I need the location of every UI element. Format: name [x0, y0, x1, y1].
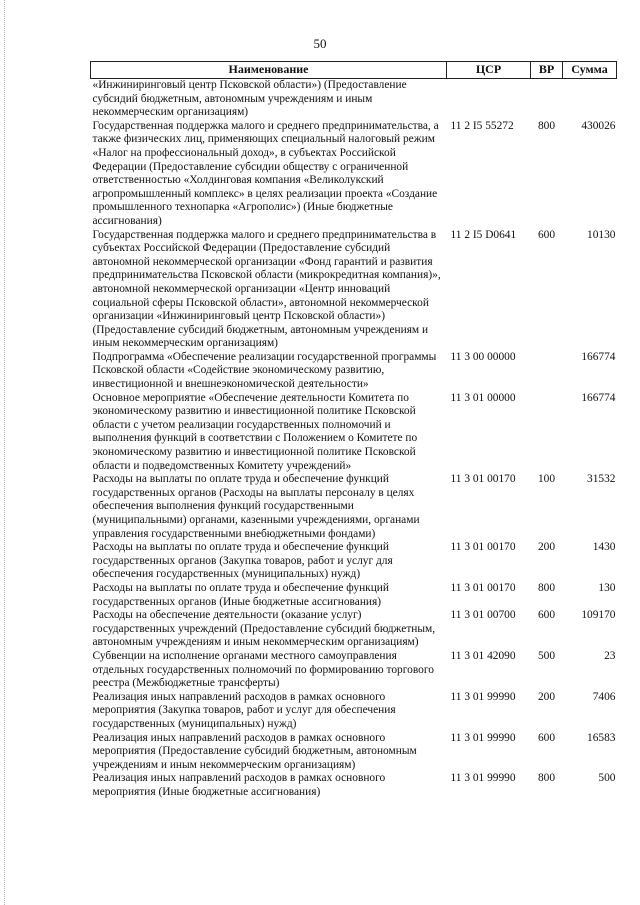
row-sum: 1430: [592, 541, 616, 554]
table-row: [91, 473, 617, 541]
table-row: [91, 120, 617, 229]
row-sum: 23: [604, 649, 616, 662]
row-sum: 10130: [587, 228, 616, 241]
row-sum: 109170: [581, 609, 616, 622]
header-name: Наименование: [91, 62, 447, 79]
row-csr: 11 3 01 42090: [450, 649, 516, 662]
row-csr: 11 3 00 00000: [450, 350, 516, 363]
table-body: [91, 79, 617, 800]
row-sum: 166774: [581, 391, 616, 404]
row-csr: 11 3 01 00700: [450, 609, 516, 622]
binding-dotted-line: [4, 0, 7, 905]
table-row: [91, 582, 617, 609]
row-name: Основное мероприятие «Обеспечение деятельности Комитета по экономическому развитию и инвестиционной политике Псковской области с учетом реализации государственных полномочий и выполнения функций в соответствии с Положением о Комитете по экономическому развитию и инвестиционной политике Псковской области и подведомственных Комитету учреждений»: [92, 391, 418, 472]
budget-table-container: [90, 61, 616, 799]
row-name: Реализация иных направлений расходов в рамках основного мероприятия (Иные бюджетные ассигнования): [92, 772, 386, 798]
row-vr: 200: [537, 541, 556, 554]
row-name: Реализация иных направлений расходов в рамках основного мероприятия (Закупка товаров, работ и услуг для обеспечения государственных (муниципальных) нужд): [92, 690, 396, 730]
row-name: Расходы на выплаты по оплате труда и обеспечение функций государственных органов (Закупка товаров, работ и услуг для обеспечения государственных (муниципальных) нужд): [92, 541, 393, 581]
row-vr: 600: [537, 228, 556, 241]
table-row: [91, 392, 617, 474]
row-vr: 800: [537, 581, 556, 594]
row-sum: 31532: [587, 473, 616, 486]
header-vr: ВР: [531, 62, 563, 79]
table-row: [91, 609, 617, 650]
row-name: Расходы на выплаты по оплате труда и обеспечение функций государственных органов (Расходы на выплаты персоналу в целях обеспечения выполнения функций государственными (муниципальными) органами, казенными учреждениями, органами управления государственными внебюджетными фондами): [92, 473, 420, 540]
page-number: 50: [313, 36, 327, 51]
row-name: Расходы на обеспечение деятельности (оказание услуг) государственных учреждений (Предоставление субсидий бюджетным, автономным учреждениям и иным некоммерческим организациям): [92, 609, 436, 649]
row-csr: 11 3 01 99990: [450, 772, 516, 785]
row-vr: 600: [537, 731, 556, 744]
row-csr: 11 3 01 00170: [450, 541, 516, 554]
row-vr: [531, 79, 563, 120]
header-sum: Сумма: [563, 62, 617, 79]
row-vr: 500: [537, 649, 556, 662]
row-name: Подпрограмма «Обеспечение реализации государственной программы Псковской области «Содействие экономическому развитию, инвестиционной и внешнеэкономической деятельности»: [92, 350, 437, 391]
row-csr: 11 3 01 00170: [450, 473, 516, 486]
table-row: [91, 691, 617, 732]
row-vr: 600: [537, 609, 556, 622]
row-sum: 166774: [581, 350, 616, 363]
table-row: [91, 351, 617, 392]
table-row: [91, 541, 617, 582]
row-vr: 100: [537, 473, 556, 486]
budget-table: [90, 61, 617, 799]
row-csr: 11 2 I5 55272: [450, 119, 514, 132]
row-vr: 200: [537, 690, 556, 703]
row-csr: 11 3 01 99990: [450, 690, 516, 703]
row-csr: 11 3 01 00170: [450, 581, 516, 594]
row-name: Государственная поддержка малого и среднего предпринимательства, а также физических лиц, применяющих специальный налоговый режим «Налог на профессиональный доход», в субъектах Российской Федерации (Предоставление субсидии обществу с ограниченной ответственностью «Холдинговая компания «Великолукский агропромышленный комплекс» в целях реализации проекта «Создание промышленного технопарка «Агрополис») (Иные бюджетные ассигнования): [92, 119, 439, 227]
row-sum: 7406: [592, 690, 616, 703]
table-header-row: [91, 62, 617, 79]
table-row: [91, 772, 617, 799]
row-sum: 16583: [587, 731, 616, 744]
row-csr: [447, 79, 531, 120]
row-sum: [563, 79, 617, 120]
row-vr: [531, 351, 563, 392]
table-row: [91, 229, 617, 351]
row-name: Расходы на выплаты по оплате труда и обеспечение функций государственных органов (Иные бюджетные ассигнования): [92, 581, 389, 608]
table-row: [91, 732, 617, 773]
row-vr: 800: [537, 119, 556, 132]
row-name: Субвенции на исполнение органами местного самоуправления отдельных государственных полномочий по формированию торгового реестра (Межбюджетные трансферты): [92, 649, 434, 690]
row-csr: 11 3 01 00000: [450, 391, 516, 404]
row-sum: 500: [598, 772, 616, 785]
table-row: [91, 79, 617, 120]
row-name: Государственная поддержка малого и среднего предпринимательства в субъектах Российской Федерации (Предоставление субсидий автономной некоммерческой организации «Фонд гарантий и развития предпринимательства Псковской области (микрокредитная компания)», автономной некоммерческой организации «Центр инноваций социальной сферы Псковской области», автономной некоммерческой организации «Инжиниринговый центр Псковской области») (Предоставление субсидий бюджетным, автономным учреждениям и иным некоммерческим организациям): [92, 228, 441, 350]
row-csr: 11 3 01 99990: [450, 731, 516, 744]
row-sum: 430026: [581, 119, 616, 132]
row-vr: [531, 392, 563, 474]
row-name: Реализация иных направлений расходов в рамках основного мероприятия (Предоставление субсидий бюджетным, автономным учреждениям и иным некоммерческим организациям): [92, 731, 417, 771]
row-csr: 11 2 I5 D0641: [450, 228, 517, 241]
row-name: «Инжиниринговый центр Псковской области») (Предоставление субсидий бюджетным, автономным учреждениям и иным некоммерческим организациям): [92, 79, 407, 119]
table-row: [91, 650, 617, 691]
row-sum: 130: [598, 581, 616, 594]
row-vr: 800: [537, 772, 556, 785]
header-csr: ЦСР: [447, 62, 531, 79]
